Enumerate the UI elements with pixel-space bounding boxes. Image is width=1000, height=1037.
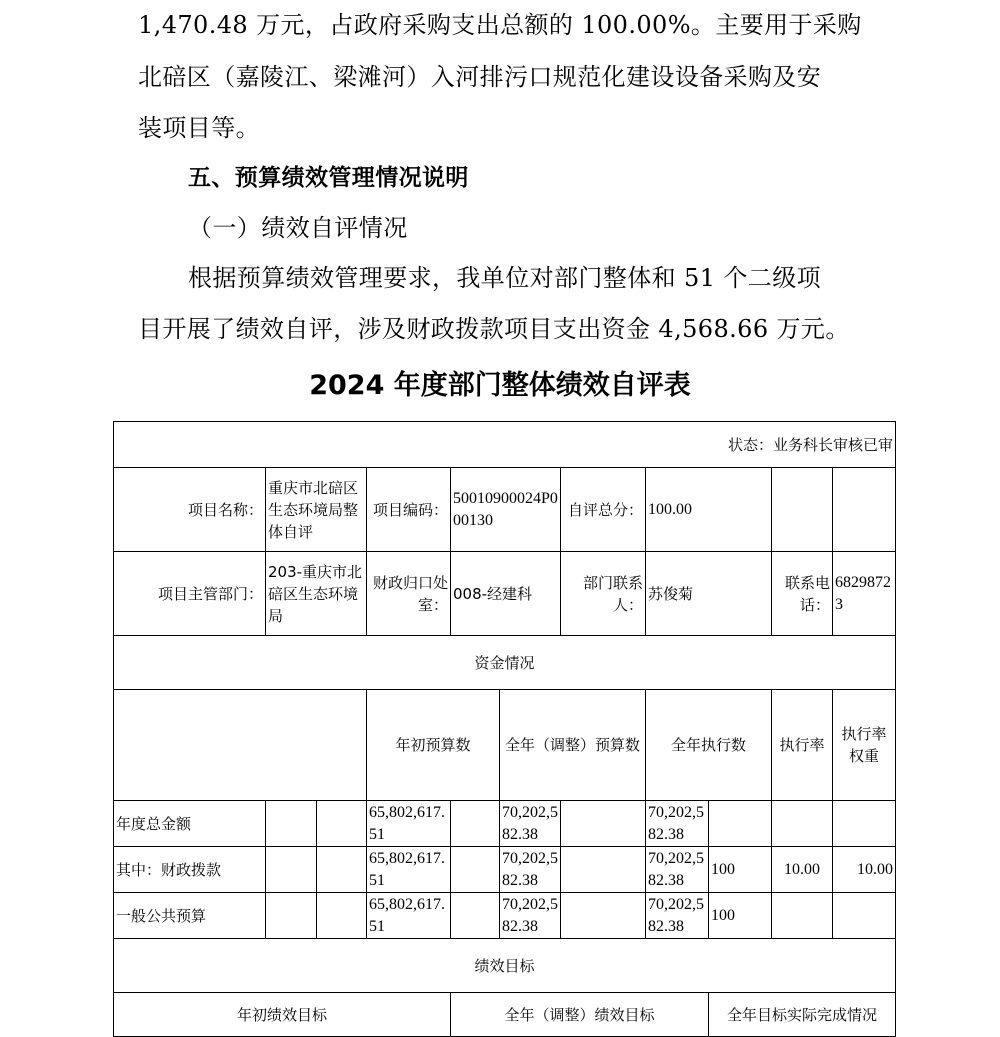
perf-header-row (114, 993, 896, 1037)
empty-cell (561, 801, 646, 847)
perf-section-title: 绩效目标 (114, 939, 896, 993)
paragraph-line: 装项目等。 (138, 114, 260, 142)
fund-section-title: 资金情况 (114, 636, 896, 690)
executed-value: 70,202,582.38 (646, 893, 709, 939)
project-code-label: 项目编码： (367, 468, 451, 552)
paragraph-line: 1,470.48 万元，占政府采购支出总额的 100.00%。主要用于采购 (138, 11, 862, 39)
col-adjusted-perf-goal: 全年（调整）绩效目标 (451, 993, 709, 1037)
rate-weight-value: 10.00 (772, 847, 833, 893)
dept-label: 项目主管部门： (114, 552, 266, 636)
exec-rate-value (709, 801, 772, 847)
table-row (114, 801, 896, 847)
department-info-row (114, 552, 896, 636)
initial-budget-value: 65,802,617.51 (367, 847, 451, 893)
rate-score-value (833, 801, 896, 847)
status-row (114, 422, 896, 468)
col-initial-budget: 年初预算数 (367, 690, 500, 801)
empty-cell (833, 468, 896, 552)
empty-cell (317, 893, 367, 939)
empty-cell (561, 893, 646, 939)
paragraph-line: 目开展了绩效自评，涉及财政拨款项目支出资金 4,568.66 万元。 (138, 315, 850, 343)
section-heading: 五、预算绩效管理情况说明 (188, 165, 469, 191)
phone-label: 联系电话： (772, 552, 833, 636)
self-score: 100.00 (646, 468, 772, 552)
phone-value: 68298723 (833, 552, 896, 636)
row-label: 一般公共预算 (114, 893, 266, 939)
row-label: 其中：财政拨款 (114, 847, 266, 893)
col-executed: 全年执行数 (646, 690, 772, 801)
rate-score-value: 10.00 (833, 847, 896, 893)
col-exec-rate: 执行率 (772, 690, 833, 801)
col-actual-completion: 全年目标实际完成情况 (709, 993, 896, 1037)
status-text: 状态：业务科长审核已审 (114, 422, 896, 468)
project-name-label: 项目名称： (114, 468, 266, 552)
col-rate-weight: 执行率权重 (833, 690, 896, 801)
adjusted-budget-value: 70,202,582.38 (500, 893, 561, 939)
rate-weight-value (772, 893, 833, 939)
project-code: 50010900024P000130 (451, 468, 561, 552)
empty-cell (451, 801, 500, 847)
rate-weight-value (772, 801, 833, 847)
project-name: 重庆市北碚区生态环境局整体自评 (266, 468, 367, 552)
subsection-heading: （一）绩效自评情况 (188, 214, 408, 242)
row-label: 年度总金额 (114, 801, 266, 847)
fund-header-row (114, 690, 896, 801)
col-adjusted-budget: 全年（调整）预算数 (500, 690, 646, 801)
empty-cell (317, 801, 367, 847)
initial-budget-value: 65,802,617.51 (367, 893, 451, 939)
empty-cell (561, 847, 646, 893)
empty-cell (317, 847, 367, 893)
exec-rate-value: 100 (709, 847, 772, 893)
performance-evaluation-table (113, 421, 896, 1037)
table-title: 2024 年度部门整体绩效自评表 (309, 370, 691, 401)
fund-section-row (114, 636, 896, 690)
executed-value: 70,202,582.38 (646, 847, 709, 893)
col-initial-perf-goal: 年初绩效目标 (114, 993, 451, 1037)
paragraph-line: 北碚区（嘉陵江、梁滩河）入河排污口规范化建设设备采购及安 (138, 63, 822, 91)
dept-value: 203-重庆市北碚区生态环境局 (266, 552, 367, 636)
empty-cell (266, 893, 317, 939)
finance-office-value: 008-经建科 (451, 552, 561, 636)
self-score-label: 自评总分： (561, 468, 646, 552)
finance-office-label: 财政归口处室： (367, 552, 451, 636)
empty-cell (266, 847, 317, 893)
adjusted-budget-value: 70,202,582.38 (500, 847, 561, 893)
initial-budget-value: 65,802,617.51 (367, 801, 451, 847)
executed-value: 70,202,582.38 (646, 801, 709, 847)
rate-score-value (833, 893, 896, 939)
project-info-row (114, 468, 896, 552)
empty-cell (266, 801, 317, 847)
contact-label: 部门联系人： (561, 552, 646, 636)
empty-cell (451, 847, 500, 893)
exec-rate-value: 100 (709, 893, 772, 939)
perf-section-row (114, 939, 896, 993)
contact-value: 苏俊菊 (646, 552, 772, 636)
empty-cell (451, 893, 500, 939)
empty-cell (772, 468, 833, 552)
table-row (114, 847, 896, 893)
adjusted-budget-value: 70,202,582.38 (500, 801, 561, 847)
empty-cell (114, 690, 367, 801)
table-row (114, 893, 896, 939)
paragraph-line: 根据预算绩效管理要求，我单位对部门整体和 51 个二级项 (188, 264, 821, 292)
